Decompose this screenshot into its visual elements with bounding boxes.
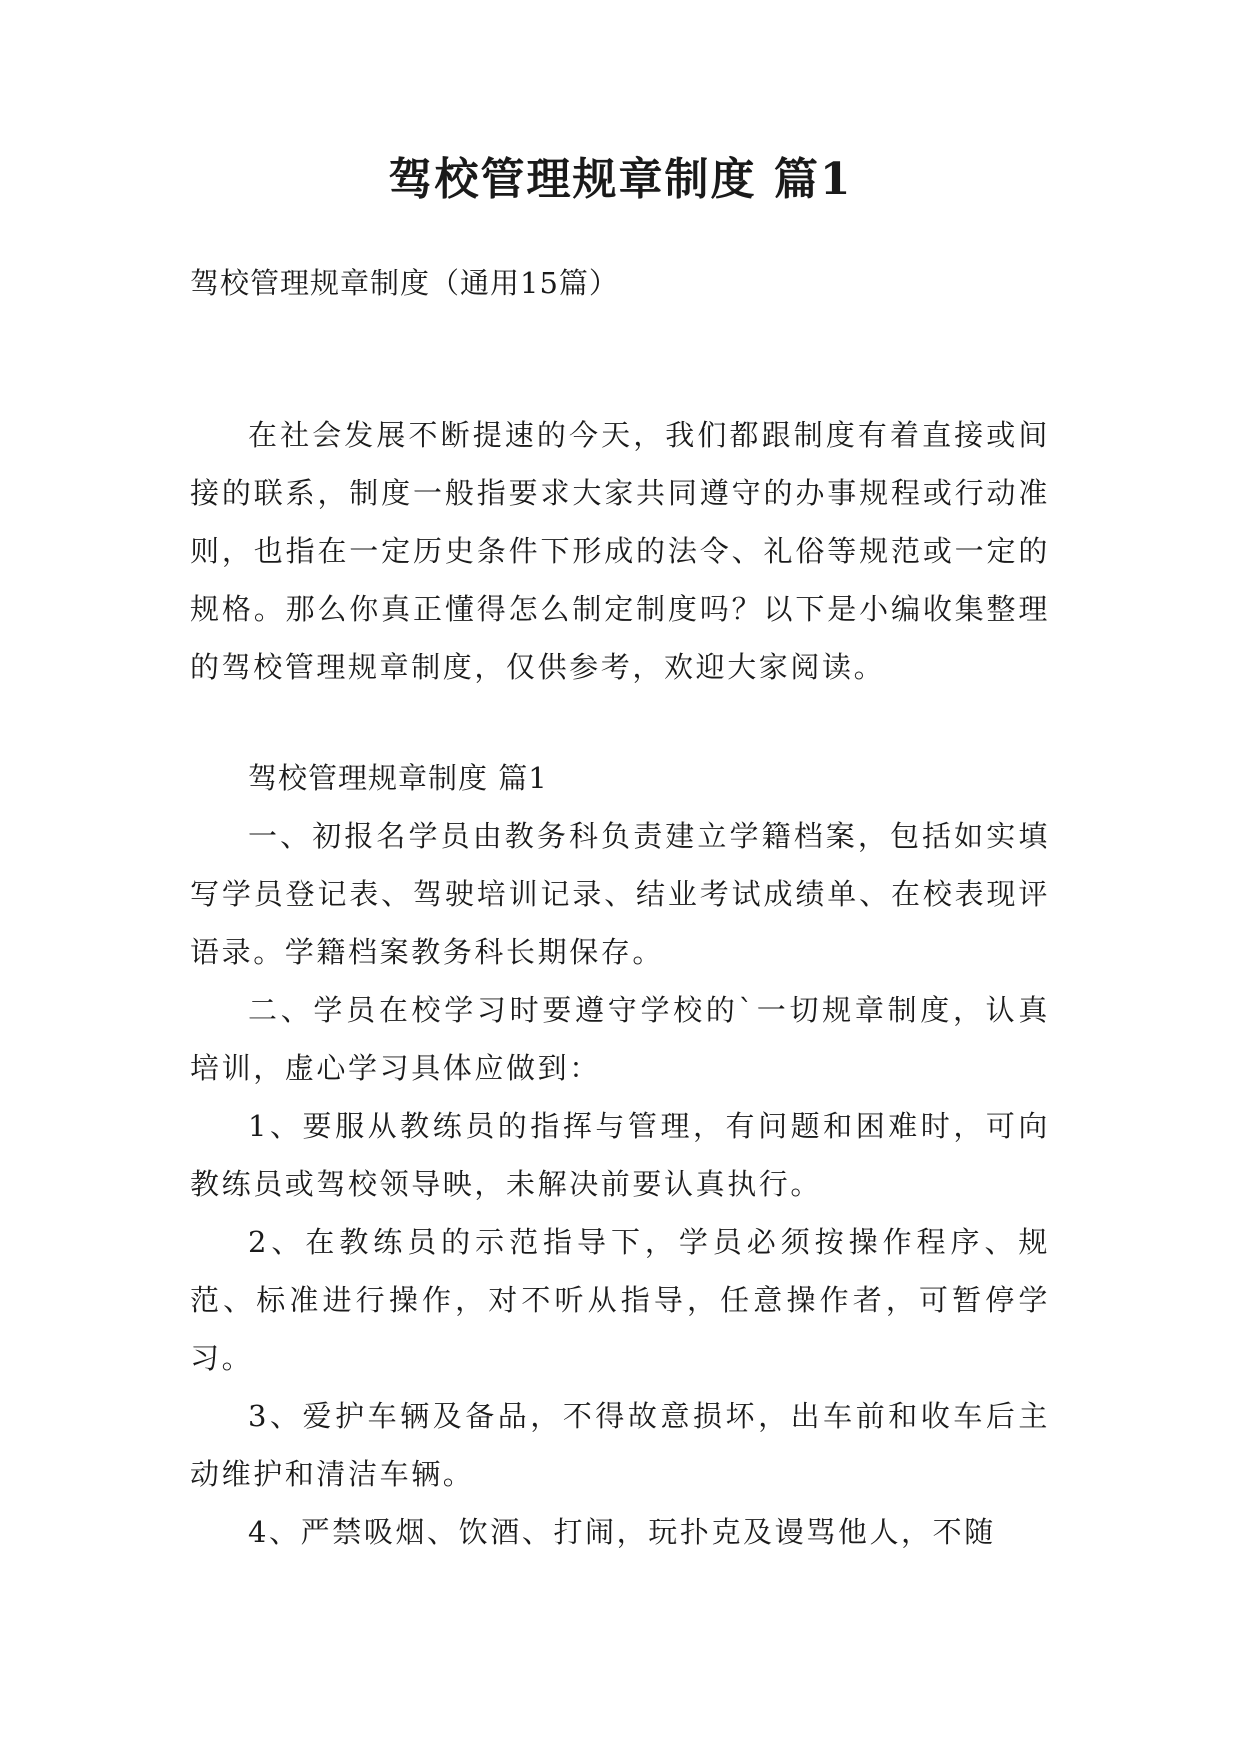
section-1 [190, 749, 1050, 1561]
section-heading: 驾校管理规章制度 篇1 [248, 761, 548, 795]
document-title: 驾校管理规章制度 篇1 [388, 154, 853, 205]
rule-paragraph-1: 一、初报名学员由教务科负责建立学籍档案，包括如实填写学员登记表、驾驶培训记录、结业考试成绩单、在校表现评语录。学籍档案教务科长期保存。 [190, 819, 1050, 969]
rule-paragraph-3: 1、要服从教练员的指挥与管理，有问题和困难时，可向教练员或驾校领导映，未解决前要认真执行。 [190, 1109, 1050, 1201]
intro-paragraph: 在社会发展不断提速的今天，我们都跟制度有着直接或间接的联系，制度一般指要求大家共同遵守的办事规程或行动准则，也指在一定历史条件下形成的法令、礼俗等规范或一定的规格。那么你真正懂得怎么制定制度吗？以下是小编收集整理的驾校管理规章制度，仅供参考，欢迎大家阅读。 [190, 418, 1050, 684]
rule-paragraph-2: 二、学员在校学习时要遵守学校的`一切规章制度，认真培训，虚心学习具体应做到： [190, 993, 1050, 1085]
rule-paragraph-6: 4、严禁吸烟、饮酒、打闹，玩扑克及谩骂他人，不随 [248, 1515, 996, 1549]
rule-paragraph-4: 2、在教练员的示范指导下，学员必须按操作程序、规范、标准进行操作，对不听从指导，任意操作者，可暂停学习。 [190, 1225, 1050, 1375]
rule-paragraph-5: 3、爱护车辆及备品，不得故意损坏，出车前和收车后主动维护和清洁车辆。 [190, 1399, 1050, 1491]
document-subtitle: 驾校管理规章制度（通用15篇） [190, 266, 619, 300]
intro-block [190, 406, 1050, 696]
